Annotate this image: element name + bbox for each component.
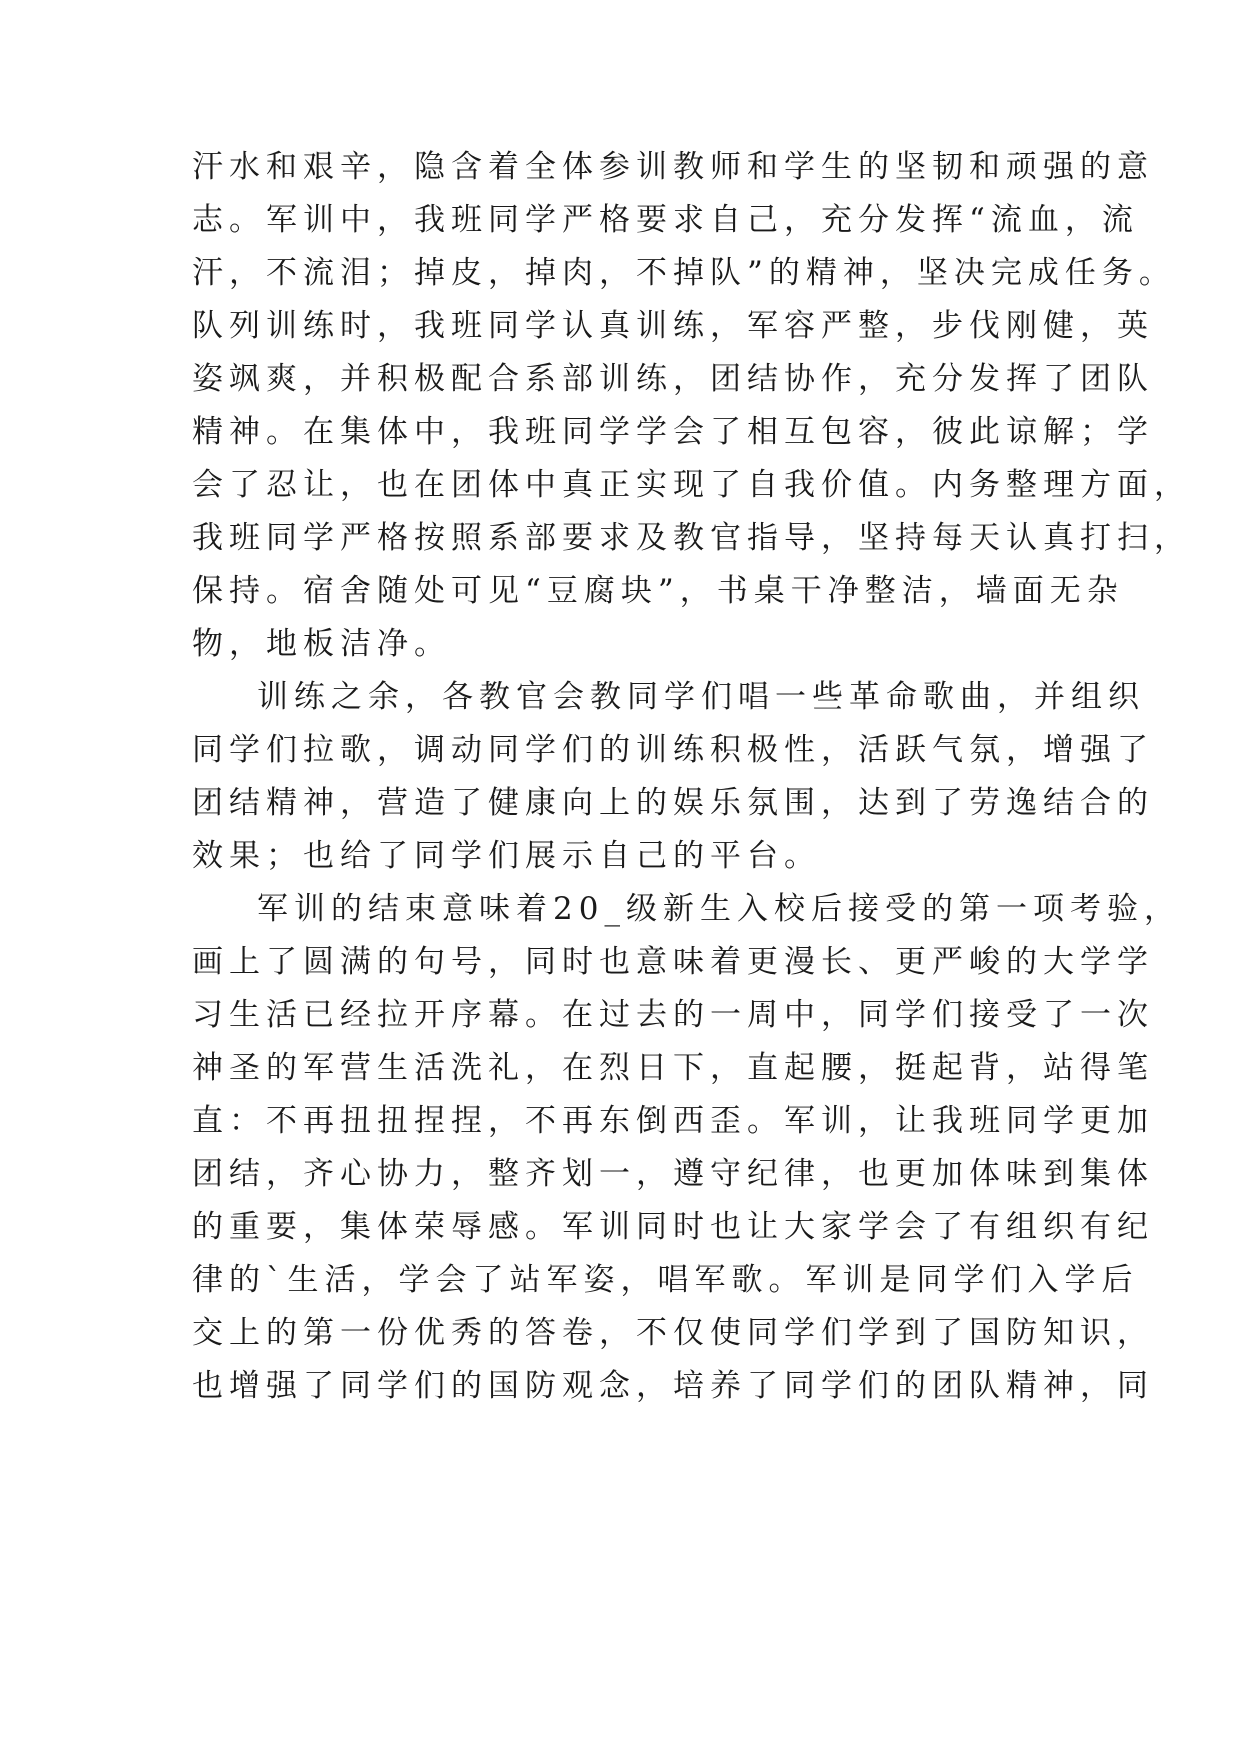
text-line: 保持。宿舍随处可见“豆腐块”，书桌干净整洁，墙面无杂 [192,573,1124,609]
paragraph-first-line: 军训的结束意味着20_级新生入校后接受的第一项考验， [257,891,1181,927]
text-line: 神圣的军营生活洗礼，在烈日下，直起腰，挺起背，站得笔 [192,1050,1154,1086]
text-line: 画上了圆满的句号，同时也意味着更漫长、更严峻的大学学 [192,944,1154,980]
text-line: 效果；也给了同学们展示自己的平台。 [192,838,821,874]
text-line: 精神。在集体中，我班同学学会了相互包容，彼此谅解；学 [192,414,1154,450]
text-line: 志。军训中，我班同学严格要求自己，充分发挥“流血，流 [192,202,1139,238]
text-line: 汗水和艰辛，隐含着全体参训教师和学生的坚韧和顽强的意 [192,149,1154,185]
text-line: 的重要，集体荣辱感。军训同时也让大家学会了有组织有纪 [192,1209,1154,1245]
text-line: 交上的第一份优秀的答卷，不仅使同学们学到了国防知识， [192,1315,1154,1351]
text-line: 队列训练时，我班同学认真训练，军容严整，步伐刚健，英 [192,308,1154,344]
text-line: 同学们拉歌，调动同学们的训练积极性，活跃气氛，增强了 [192,732,1154,768]
text-line: 团结精神，营造了健康向上的娱乐氛围，达到了劳逸结合的 [192,785,1154,821]
text-line: 直：不再扭扭捏捏，不再东倒西歪。军训，让我班同学更加 [192,1103,1154,1139]
text-line: 物，地板洁净。 [192,626,451,662]
text-line: 汗，不流泪；掉皮，掉肉，不掉队”的精神，坚决完成任务。 [192,255,1176,291]
text-line: 也增强了同学们的国防观念，培养了同学们的团队精神，同 [192,1368,1154,1404]
text-line: 姿飒爽，并积极配合系部训练，团结协作，充分发挥了团队 [192,361,1154,397]
text-line: 律的`生活，学会了站军姿，唱军歌。军训是同学们入学后 [192,1262,1139,1298]
text-line: 习生活已经拉开序幕。在过去的一周中，同学们接受了一次 [192,997,1154,1033]
text-line: 我班同学严格按照系部要求及教官指导，坚持每天认真打扫， [192,520,1191,556]
text-line: 团结，齐心协力，整齐划一，遵守纪律，也更加体味到集体 [192,1156,1154,1192]
paragraph-first-line: 训练之余，各教官会教同学们唱一些革命歌曲，并组织 [257,679,1145,715]
text-line: 会了忍让，也在团体中真正实现了自我价值。内务整理方面， [192,467,1191,503]
